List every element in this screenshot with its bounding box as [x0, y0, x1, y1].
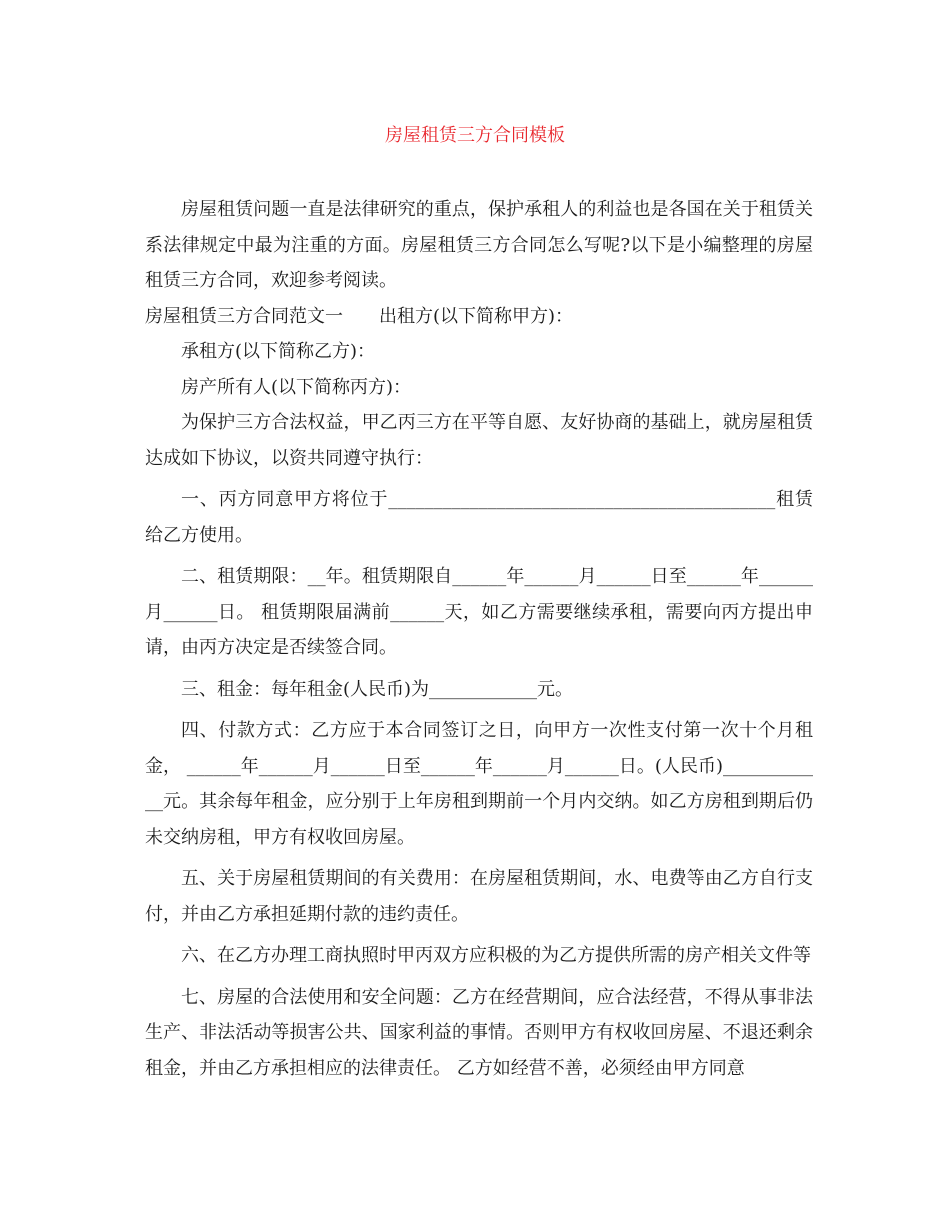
- paragraph-clause-6: 六、在乙方办理工商执照时甲丙双方应积极的为乙方提供所需的房产相关文件等: [181, 945, 811, 966]
- paragraph-party-b: 承租方(以下简称乙方)：: [181, 341, 376, 362]
- paragraph-clause-7: 七、房屋的合法使用和安全问题：乙方在经营期间，应合法经营，不得从事非法生产、非法活动等损害公共、国家利益的事情。否则甲方有权收回房屋、不退还剩余租金，并由乙方承担相应的法律责任。 乙方如经营不善，必须经由甲方同意: [145, 986, 813, 1079]
- paragraph-clause-3: 三、租金：每年租金(人民币)为____________元。: [181, 678, 574, 700]
- paragraph-sample-heading: [145, 299, 813, 335]
- paragraph-clause-2: 二、租赁期限：__年。租赁期限自______年______月______日至______年______月______日。 租赁期限届满前______天，如乙方需要继续承租，需要向丙方提出申请，由丙方决定是否续签合同。: [145, 566, 813, 658]
- paragraph-clause-4: 四、付款方式：乙方应于本合同签订之日，向甲方一次性支付第一次十个月租金， ______年______月______日至______年______月______日。(人民币)____________元。其余每年租金，应分别于上年房租到期前一个月内交纳。如乙方房租到期后仍未交纳房租，甲方有权收回房屋。: [145, 720, 813, 848]
- paragraph-clause-5: 五、关于房屋租赁期间的有关费用：在房屋租赁期间，水、电费等由乙方自行支付，并由乙方承担延期付款的违约责任。: [145, 868, 813, 925]
- document-title: 房屋租赁三方合同模板: [385, 125, 565, 146]
- sample-heading: 房屋租赁三方合同范文一: [145, 305, 343, 327]
- paragraph-clause-1: 一、丙方同意甲方将位于___________________________________________租赁给乙方使用。: [145, 489, 813, 546]
- party-a-label: 出租方(以下简称甲方)：: [379, 305, 574, 327]
- document-body: [145, 192, 813, 1086]
- paragraph-intro: 房屋租赁问题一直是法律研究的重点，保护承租人的利益也是各国在关于租赁关系法律规定中最为注重的方面。房屋租赁三方合同怎么写呢?以下是小编整理的房屋租赁三方合同，欢迎参考阅读。: [145, 199, 813, 291]
- paragraph-preamble: 为保护三方合法权益，甲乙丙三方在平等自愿、友好协商的基础上，就房屋租赁达成如下协议，以资共同遵守执行：: [145, 412, 813, 469]
- paragraph-party-c: 房产所有人(以下简称丙方)：: [181, 376, 412, 398]
